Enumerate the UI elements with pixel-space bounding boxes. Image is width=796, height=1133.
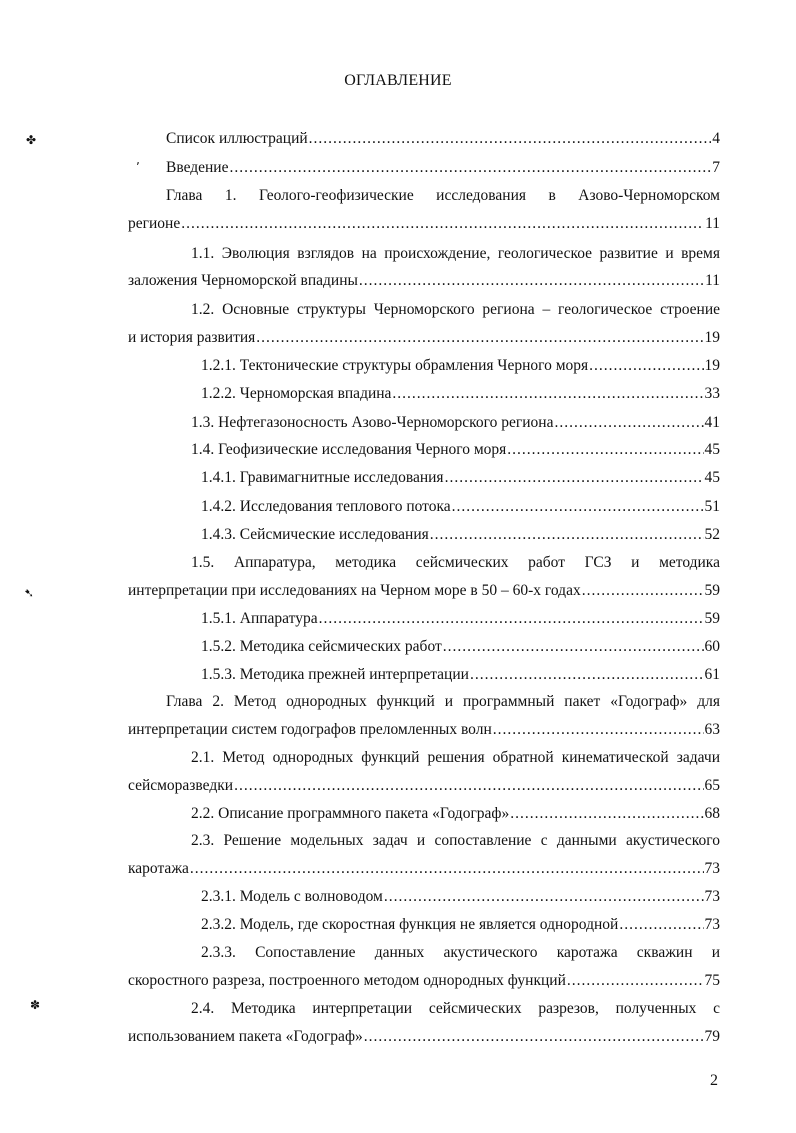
toc-page-number: 59 <box>704 610 720 627</box>
toc-entry <box>166 129 720 149</box>
toc-entry-title: 2.2. Описание программного пакета «Годограф» <box>191 805 510 822</box>
toc-entry <box>128 581 720 601</box>
toc-entry-title: 1.4.1. Гравимагнитные исследования <box>201 469 444 486</box>
toc-page-number: 11 <box>705 215 720 232</box>
toc-entry-title: 1.4.2. Исследования теплового потока <box>201 498 451 515</box>
toc-page-number: 51 <box>704 498 720 515</box>
toc-entry-first-line: 2.4. Методика интерпретации сейсмических разрезов, полученных с <box>191 1000 720 1017</box>
toc-entry-title: Список иллюстраций <box>166 130 308 147</box>
toc-entry-title: 1.2.1. Тектонические структуры обрамления Черного моря <box>201 357 589 374</box>
toc-leader-dots <box>359 271 704 291</box>
toc-leader-dots <box>507 440 703 460</box>
toc-entry <box>201 887 720 907</box>
toc-leader-dots <box>470 665 704 685</box>
toc-entry-first-line: 1.1. Эволюция взглядов на происхождение, геологическое развитие и время <box>191 245 720 262</box>
toc-entry-first-line: 2.1. Метод однородных функций решения обратной кинематической задачи <box>191 749 720 766</box>
toc-leader-dots <box>582 581 704 601</box>
toc-entry-title: интерпретации при исследованиях на Черном море в 50 – 60-х годах <box>128 582 581 599</box>
toc-entry-title: регионе <box>128 215 181 232</box>
toc-entry-title: 1.4.3. Сейсмические исследования <box>201 526 429 543</box>
toc-entry-title: интерпретации систем годографов преломленных волн <box>128 721 492 738</box>
toc-page-number: 52 <box>704 526 720 543</box>
margin-mark-4: ✽ <box>30 998 41 1012</box>
toc-entry <box>166 158 720 178</box>
toc-leader-dots <box>234 776 703 796</box>
toc-leader-dots <box>619 915 703 935</box>
toc-entry-title: 1.2.2. Черноморская впадина <box>201 385 392 402</box>
toc-page-number: 73 <box>704 888 720 905</box>
toc-entry <box>128 1027 720 1047</box>
toc-leader-dots <box>445 468 704 488</box>
toc-entry <box>201 525 720 545</box>
toc-leader-dots <box>229 158 711 178</box>
toc-entry-title: использованием пакета «Годограф» <box>128 1028 363 1045</box>
toc-entry <box>201 384 720 404</box>
margin-mark-1: ✤ <box>26 133 37 147</box>
toc-entry-first-line: Глава 2. Метод однородных функций и программный пакет «Годограф» для <box>166 693 720 710</box>
toc-entry-title: Введение <box>166 159 229 176</box>
toc-page-number: 19 <box>704 357 720 374</box>
toc-entry <box>201 356 720 376</box>
toc-entry-first-line: Глава 1. Геолого-геофизические исследования в Азово-Черноморском <box>166 187 720 204</box>
toc-leader-dots <box>392 384 703 404</box>
toc-page-number: 45 <box>704 441 720 458</box>
toc-entry <box>128 859 720 879</box>
toc-page-number: 41 <box>704 414 720 431</box>
toc-page-number: 45 <box>704 469 720 486</box>
toc-leader-dots <box>493 720 704 740</box>
toc-page-number: 65 <box>704 777 720 794</box>
toc-entry-title: 2.3.1. Модель с волноводом <box>201 888 383 905</box>
toc-page-number: 11 <box>705 272 720 289</box>
toc-leader-dots <box>567 971 704 991</box>
toc-entry <box>128 776 720 796</box>
toc-leader-dots <box>554 413 703 433</box>
toc-entry <box>201 497 720 517</box>
toc-leader-dots <box>319 609 704 629</box>
toc-entry <box>191 440 720 460</box>
toc-page-number: 19 <box>704 329 720 346</box>
toc-entry-title: 1.5.3. Методика прежней интерпретации <box>201 666 469 683</box>
toc-entry <box>128 328 720 348</box>
toc-leader-dots <box>384 887 704 907</box>
toc-leader-dots <box>452 497 704 517</box>
toc-entry-title: 2.3.2. Модель, где скоростная функция не является однородной <box>201 916 619 933</box>
toc-entry-first-line: 2.3. Решение модельных задач и сопоставление с данными акустического <box>191 832 720 849</box>
toc-entry-title: 1.5.1. Аппаратура <box>201 610 318 627</box>
toc-entry <box>201 609 720 629</box>
toc-leader-dots <box>256 328 703 348</box>
toc-page-number: 61 <box>704 666 720 683</box>
toc-page-number: 60 <box>704 638 720 655</box>
toc-page-number: 75 <box>704 972 720 989</box>
toc-leader-dots <box>181 214 704 234</box>
margin-mark-3: ➷ <box>24 586 35 600</box>
toc-entry-title: скоростного разреза, построенного методом однородных функций <box>128 972 566 989</box>
toc-page-number: 7 <box>712 159 720 176</box>
toc-page-number: 63 <box>704 721 720 738</box>
toc-entry-title: и история развития <box>128 329 256 346</box>
toc-leader-dots <box>309 129 712 149</box>
toc-page-number: 73 <box>704 860 720 877</box>
toc-page-number: 59 <box>704 582 720 599</box>
toc-page-number: 73 <box>704 916 720 933</box>
toc-page-number: 68 <box>704 805 720 822</box>
toc-leader-dots <box>443 637 704 657</box>
toc-entry <box>201 665 720 685</box>
toc-entry <box>128 971 720 991</box>
margin-mark-2: ʼ <box>136 160 140 174</box>
toc-entry <box>128 214 720 234</box>
toc-page-number: 4 <box>712 130 720 147</box>
toc-entry-title: 1.3. Нефтегазоносность Азово-Черноморского региона <box>191 414 554 431</box>
toc-entry <box>128 271 720 291</box>
toc-leader-dots <box>430 525 704 545</box>
toc-entry-title: каротажа <box>128 860 189 877</box>
toc-entry-title: 1.5.2. Методика сейсмических работ <box>201 638 442 655</box>
toc-entry <box>191 413 720 433</box>
toc-entry-title: сейсморазведки <box>128 777 234 794</box>
toc-leader-dots <box>364 1027 704 1047</box>
toc-entry <box>191 804 720 824</box>
toc-entry <box>201 637 720 657</box>
toc-leader-dots <box>190 859 704 879</box>
toc-entry-title: 1.4. Геофизические исследования Черного моря <box>191 441 507 458</box>
toc-entry-first-line: 1.2. Основные структуры Черноморского региона – геологическое строение <box>191 301 720 318</box>
page-number: 2 <box>710 1072 718 1089</box>
page-title: ОГЛАВЛЕНИЕ <box>344 72 452 89</box>
toc-entry-title: заложения Черноморской впадины <box>128 272 358 289</box>
toc-page-number: 79 <box>704 1028 720 1045</box>
toc-page-number: 33 <box>704 385 720 402</box>
toc-entry-first-line: 1.5. Аппаратура, методика сейсмических работ ГСЗ и методика <box>191 554 720 571</box>
toc-entry-first-line: 2.3.3. Сопоставление данных акустического каротажа скважин и <box>201 944 720 961</box>
toc-entry <box>201 468 720 488</box>
toc-leader-dots <box>510 804 703 824</box>
toc-entry <box>201 915 720 935</box>
toc-leader-dots <box>589 356 703 376</box>
toc-entry <box>128 720 720 740</box>
